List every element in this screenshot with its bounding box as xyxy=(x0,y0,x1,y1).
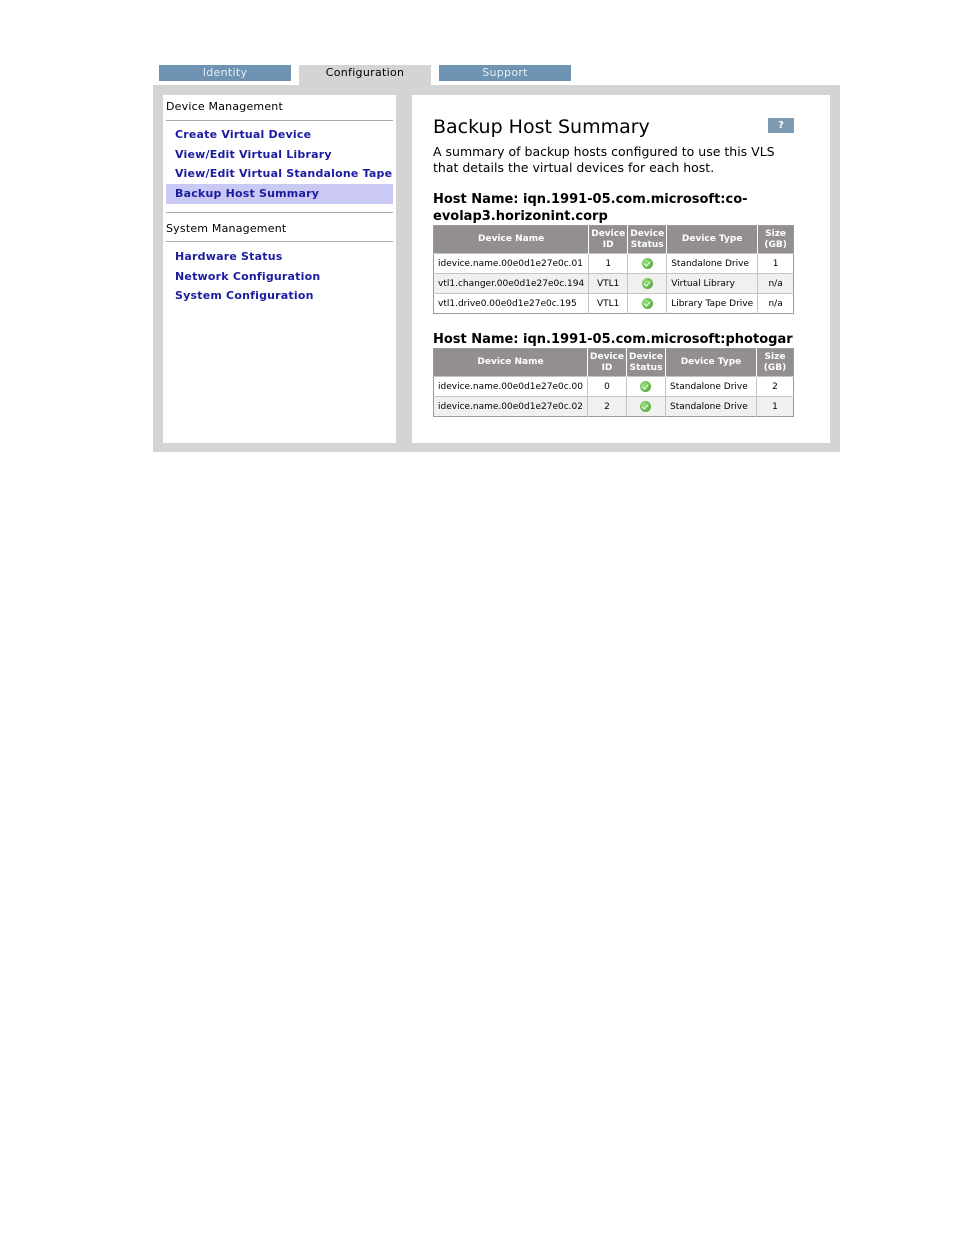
table-row xyxy=(434,397,794,417)
device-table xyxy=(433,225,794,314)
status-ok-icon xyxy=(642,298,653,309)
device-name-cell: idevice.name.00e0d1e27e0c.00 xyxy=(434,377,588,397)
status-ok-icon xyxy=(642,278,653,289)
column-header-device-status: Device Status xyxy=(628,226,667,254)
content-frame xyxy=(153,85,840,452)
status-ok-icon xyxy=(642,258,653,269)
device-management-heading: Device Management xyxy=(166,100,283,113)
device-status-cell xyxy=(628,254,667,274)
column-header-device-id: Device ID xyxy=(589,226,628,254)
table-row xyxy=(434,377,794,397)
device-size-cell: n/a xyxy=(758,294,794,314)
page-description: A summary of backup hosts configured to use this VLS that details the virtual devices for each host. xyxy=(433,144,775,175)
divider xyxy=(166,241,393,242)
table-header-row xyxy=(434,226,794,254)
device-table xyxy=(433,348,794,417)
column-header-device-type: Device Type xyxy=(665,349,756,377)
divider xyxy=(166,120,393,121)
host-name-heading: Host Name: iqn.1991-05.com.microsoft:photogar xyxy=(433,332,793,347)
device-size-cell: 2 xyxy=(756,377,793,397)
main-panel xyxy=(412,95,830,443)
device-status-cell xyxy=(626,377,665,397)
sidebar-item-view-edit-virtual-library[interactable]: View/Edit Virtual Library xyxy=(175,148,332,161)
sidebar-item-system-configuration[interactable]: System Configuration xyxy=(175,289,314,302)
device-size-cell: n/a xyxy=(758,274,794,294)
sidebar-item-hardware-status[interactable]: Hardware Status xyxy=(175,250,283,263)
device-type-cell: Standalone Drive xyxy=(665,397,756,417)
device-type-cell: Library Tape Drive xyxy=(667,294,758,314)
table-header-row xyxy=(434,349,794,377)
device-size-cell: 1 xyxy=(756,397,793,417)
sidebar-item-network-configuration[interactable]: Network Configuration xyxy=(175,270,321,283)
column-header-device-type: Device Type xyxy=(667,226,758,254)
column-header-device-id: Device ID xyxy=(587,349,626,377)
device-id-cell: VTL1 xyxy=(589,294,628,314)
tab-identity[interactable]: Identity xyxy=(159,65,291,81)
page-title: Backup Host Summary xyxy=(433,116,650,138)
device-name-cell: idevice.name.00e0d1e27e0c.01 xyxy=(434,254,589,274)
device-size-cell: 1 xyxy=(758,254,794,274)
device-type-cell: Standalone Drive xyxy=(665,377,756,397)
host-name-heading: Host Name: iqn.1991-05.com.microsoft:co-evolap3.horizonint.corp xyxy=(433,192,748,224)
column-header-device-status: Device Status xyxy=(626,349,665,377)
sidebar xyxy=(163,95,396,443)
device-id-cell: 2 xyxy=(587,397,626,417)
table-row xyxy=(434,294,794,314)
device-status-cell xyxy=(626,397,665,417)
help-button[interactable]: ? xyxy=(768,118,794,133)
system-management-heading: System Management xyxy=(166,222,287,235)
device-id-cell: 0 xyxy=(587,377,626,397)
sidebar-item-view-edit-virtual-standalone-tape[interactable]: View/Edit Virtual Standalone Tape xyxy=(175,167,393,180)
device-status-cell xyxy=(628,294,667,314)
column-header-size: Size (GB) xyxy=(756,349,793,377)
tab-configuration[interactable]: Configuration xyxy=(299,65,431,87)
device-type-cell: Virtual Library xyxy=(667,274,758,294)
column-header-device-name: Device Name xyxy=(434,349,588,377)
table-row xyxy=(434,254,794,274)
device-type-cell: Standalone Drive xyxy=(667,254,758,274)
table-row xyxy=(434,274,794,294)
device-name-cell: vtl1.changer.00e0d1e27e0c.194 xyxy=(434,274,589,294)
device-id-cell: VTL1 xyxy=(589,274,628,294)
status-ok-icon xyxy=(640,381,651,392)
sidebar-item-backup-host-summary[interactable]: Backup Host Summary xyxy=(166,184,393,204)
status-ok-icon xyxy=(640,401,651,412)
divider xyxy=(166,212,393,213)
device-id-cell: 1 xyxy=(589,254,628,274)
column-header-device-name: Device Name xyxy=(434,226,589,254)
column-header-size: Size (GB) xyxy=(758,226,794,254)
device-status-cell xyxy=(628,274,667,294)
tab-strip xyxy=(159,65,579,83)
device-name-cell: idevice.name.00e0d1e27e0c.02 xyxy=(434,397,588,417)
sidebar-item-create-virtual-device[interactable]: Create Virtual Device xyxy=(175,128,312,141)
tab-support[interactable]: Support xyxy=(439,65,571,81)
device-name-cell: vtl1.drive0.00e0d1e27e0c.195 xyxy=(434,294,589,314)
